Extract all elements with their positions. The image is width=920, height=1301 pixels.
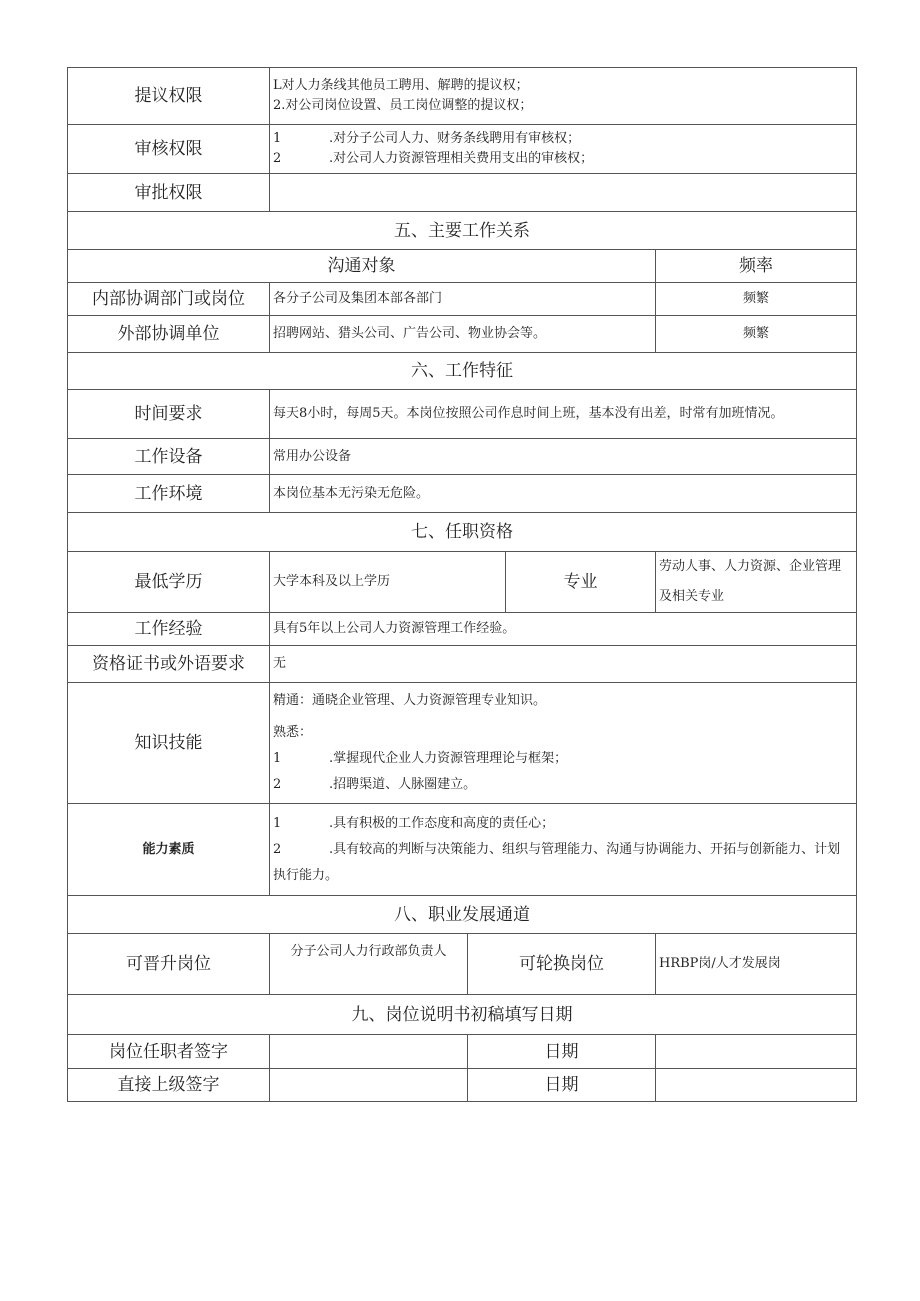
internal-coordination-target: 各分子公司及集团本部各部门: [270, 283, 656, 316]
approve-authority-label: 审批权限: [68, 174, 270, 212]
incumbent-date-label: 日期: [468, 1035, 656, 1069]
rotation-label: 可轮换岗位: [468, 934, 656, 995]
experience-label: 工作经验: [68, 613, 270, 646]
ability-label: 能力素质: [68, 804, 270, 896]
review-authority-value: [270, 125, 857, 174]
internal-coordination-frequency: 频繁: [656, 283, 857, 316]
table-row: [68, 283, 857, 316]
list-item: 1 .对分子公司人力、财务条线聘用有审核权；: [273, 131, 581, 146]
skills-value: [270, 683, 857, 804]
propose-authority-label: 提议权限: [68, 68, 270, 125]
incumbent-signature-field: [270, 1035, 468, 1069]
section-8-title: 八、职业发展通道: [68, 896, 857, 934]
approve-authority-value: [270, 174, 857, 212]
equipment-label: 工作设备: [68, 439, 270, 475]
ability-value: [270, 804, 857, 896]
equipment-value: 常用办公设备: [270, 439, 857, 475]
col-header-target: 沟通对象: [68, 250, 656, 283]
major-value: 劳动人事、人力资源、企业管理及相关专业: [656, 552, 857, 613]
approve-authority-row: [68, 174, 857, 212]
internal-coordination-label: 内部协调部门或岗位: [68, 283, 270, 316]
table-row: [68, 316, 857, 353]
list-item: 2 .对公司人力资源管理相关费用支出的审核权；: [273, 151, 594, 166]
supervisor-signature-field: [270, 1069, 468, 1102]
education-value: 大学本科及以上学历: [270, 552, 506, 613]
skills-label: 知识技能: [68, 683, 270, 804]
section-6-title: 六、工作特征: [68, 353, 857, 390]
section-7-title: 七、任职资格: [68, 513, 857, 552]
external-coordination-frequency: 频繁: [656, 316, 857, 353]
list-item: 2 .招聘渠道、人脉圈建立。: [273, 777, 477, 792]
external-coordination-label: 外部协调单位: [68, 316, 270, 353]
education-label: 最低学历: [68, 552, 270, 613]
supervisor-date-label: 日期: [468, 1069, 656, 1102]
supervisor-date-field: [656, 1069, 857, 1102]
propose-line-1: L对人力条线其他员工聘用、解聘的提议权；: [273, 78, 529, 93]
certificate-value: 无: [270, 646, 857, 683]
section-5-title: 五、主要工作关系: [68, 212, 857, 250]
propose-line-2: 2.对公司岗位设置、员工岗位调整的提议权；: [273, 98, 533, 113]
section-9-title: 九、岗位说明书初稿填写日期: [68, 995, 857, 1035]
time-requirement-label: 时间要求: [68, 390, 270, 439]
list-item: 1 .掌握现代企业人力资源管理理论与框架；: [273, 751, 568, 766]
rotation-value: HRBP岗/人才发展岗: [656, 934, 857, 995]
skills-familiar: 熟悉：: [273, 725, 313, 740]
list-item: 2 .具有较高的判断与决策能力、组织与管理能力、沟通与协调能力、开拓与创新能力、计划执行能力。: [273, 841, 841, 883]
incumbent-signature-label: 岗位任职者签字: [68, 1035, 270, 1069]
promotion-value: 分子公司人力行政部负责人: [270, 934, 468, 995]
major-label: 专业: [506, 552, 656, 613]
certificate-label: 资格证书或外语要求: [68, 646, 270, 683]
incumbent-date-field: [656, 1035, 857, 1069]
review-authority-label: 审核权限: [68, 125, 270, 174]
environment-value: 本岗位基本无污染无危险。: [270, 475, 857, 513]
supervisor-signature-label: 直接上级签字: [68, 1069, 270, 1102]
external-coordination-target: 招聘网站、猎头公司、广告公司、物业协会等。: [270, 316, 656, 353]
skills-proficient: 精通：通晓企业管理、人力资源管理专业知识。: [273, 693, 547, 708]
review-authority-row: [68, 125, 857, 174]
list-item: 1 .具有积极的工作态度和高度的责任心；: [273, 815, 555, 831]
col-header-frequency: 频率: [656, 250, 857, 283]
environment-label: 工作环境: [68, 475, 270, 513]
time-requirement-value: 每天8小时，每周5天。本岗位按照公司作息时间上班，基本没有出差，时常有加班情况。: [270, 390, 857, 439]
promotion-label: 可晋升岗位: [68, 934, 270, 995]
job-description-table: [67, 67, 857, 1102]
propose-authority-row: [68, 68, 857, 125]
experience-value: 具有5年以上公司人力资源管理工作经验。: [270, 613, 857, 646]
propose-authority-value: [270, 68, 857, 125]
